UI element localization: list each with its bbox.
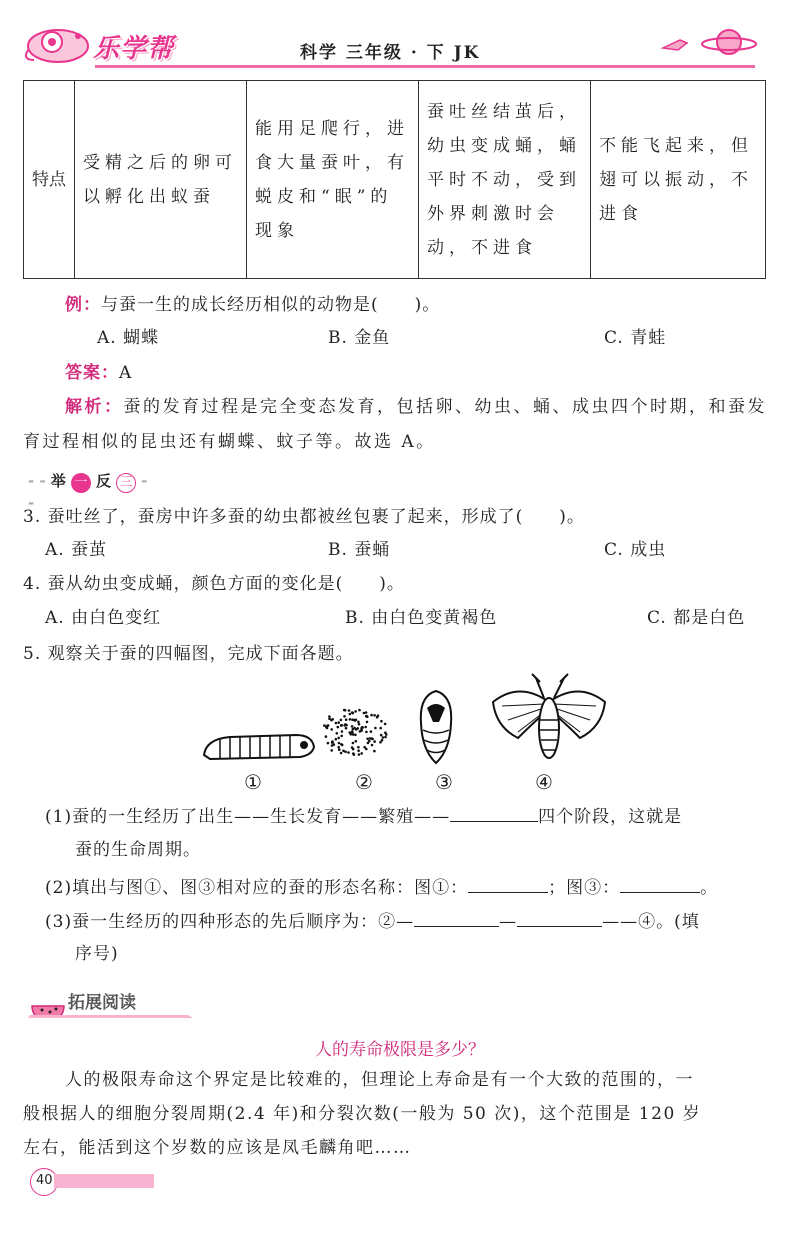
row-label: 特点 [24, 81, 75, 279]
example-label: 例： [65, 295, 101, 315]
egg-dot [368, 740, 371, 743]
q5-sub1-text-a: (1)蚕的一生经历了出生——生长发育——繁殖—— [45, 807, 451, 827]
q5-sub2-text-b: ；图③： [548, 878, 621, 898]
egg-dot [340, 752, 343, 755]
egg-dot [358, 709, 361, 712]
egg-dot [357, 749, 360, 752]
extended-title: 人的寿命极限是多少？ [315, 1040, 485, 1060]
egg-dot [360, 752, 363, 755]
table-row [24, 81, 766, 279]
rocket-icon [660, 34, 690, 54]
egg-dot [366, 716, 369, 719]
q5-sub1-text-b: 四个阶段，这就是 [538, 807, 683, 827]
egg-dot [341, 730, 344, 733]
egg-dot [337, 737, 340, 740]
q5-sub1-text-c: 蚕的生命周期。 [75, 840, 201, 860]
egg-dot [374, 727, 377, 730]
example-option-a: A. 蝴蝶 [97, 328, 160, 348]
egg-dot [348, 709, 351, 712]
header-divider [95, 65, 755, 68]
egg-dot [352, 742, 355, 745]
egg-dot [365, 731, 368, 734]
answer-value: A [119, 363, 133, 383]
egg-dot [380, 734, 383, 737]
egg-dot [384, 736, 387, 739]
q5-sub3 [45, 908, 700, 934]
egg-dot [335, 722, 338, 725]
q4-option-a: A. 由白色变红 [45, 608, 162, 628]
egg-dot [348, 731, 351, 734]
egg-dot [379, 727, 382, 730]
drill-char-2: 一 [71, 473, 91, 493]
example-question [65, 293, 440, 317]
q5-stem: 5. 观察关于蚕的四幅图，完成下面各题。 [23, 644, 354, 664]
egg-dot [358, 723, 361, 726]
egg-dot [357, 721, 360, 724]
egg-dot [340, 724, 343, 727]
egg-dot [355, 728, 358, 731]
q5-sub3-blank-2[interactable] [517, 908, 602, 927]
q3-stem: 3. 蚕吐丝了，蚕房中许多蚕的幼虫都被丝包裹了起来，形成了( )。 [23, 507, 585, 527]
egg-dot [354, 719, 357, 722]
example-option-c: C. 青蛙 [604, 328, 667, 348]
egg-dot [379, 741, 382, 744]
egg-dot [335, 738, 338, 741]
extended-banner-text: 拓展阅读 [68, 993, 136, 1013]
egg-dot [361, 726, 364, 729]
pupa-figure [415, 688, 457, 766]
egg-dot [373, 740, 376, 743]
figure-label-2: ② [355, 770, 373, 794]
egg-dot [370, 730, 373, 733]
egg-dot [349, 713, 352, 716]
egg-dot [330, 728, 333, 731]
table-cell-pupa: 蚕吐丝结茧后，幼虫变成蛹，蛹平时不动，受到外界刺激时会动，不进食 [419, 81, 591, 279]
egg-dot [376, 716, 379, 719]
egg-dot [340, 719, 343, 722]
egg-dot [360, 729, 363, 732]
egg-dot [340, 743, 343, 746]
q5-sub2-text-a: (2)填出与图①、图③相对应的蚕的形态名称：图①： [45, 878, 469, 898]
larva-figure [200, 725, 318, 765]
egg-dot [358, 753, 361, 756]
page-number-bar [30, 1168, 155, 1194]
egg-dot [373, 714, 376, 717]
egg-dot [363, 712, 366, 715]
q5-sub1 [45, 803, 682, 829]
q4-stem: 4. 蚕从幼虫变成蛹，颜色方面的变化是( )。 [23, 574, 405, 594]
egg-dot [365, 711, 368, 714]
example-option-b: B. 金鱼 [328, 328, 391, 348]
eggs-figure [320, 705, 392, 760]
egg-dot [338, 748, 341, 751]
drill-char-1: 举 [50, 472, 66, 490]
drill-char-4: 三 [116, 473, 136, 493]
moth-figure [488, 672, 610, 764]
q5-sub2-blank-2[interactable] [620, 874, 700, 893]
egg-dot [342, 750, 345, 753]
egg-dot [353, 753, 356, 756]
egg-dot [325, 735, 328, 738]
egg-dot [345, 727, 348, 730]
egg-dot [384, 731, 387, 734]
analysis-line-2: 育过程相似的昆虫还有蝴蝶、蚊子等。故选 A。 [23, 432, 436, 452]
table-cell-adult: 不能飞起来，但翅可以振动，不进食 [591, 81, 766, 279]
page-header [0, 0, 800, 70]
egg-dot [352, 748, 355, 751]
q5-sub3-text-c: ——④。(填 [602, 912, 700, 932]
q5-sub1-blank[interactable] [450, 803, 538, 822]
analysis-label: 解析： [65, 397, 124, 417]
egg-dot [371, 744, 374, 747]
figure-label-4: ④ [535, 770, 553, 794]
egg-dot [364, 726, 367, 729]
egg-dot [331, 740, 334, 743]
egg-dot [336, 732, 339, 735]
egg-dot [370, 714, 373, 717]
extended-line-2: 般根据人的细胞分裂周期(2.4 年)和分裂次数(一般为 50 次)，这个范围是 120 岁 [23, 1104, 702, 1124]
extended-reading-banner [28, 984, 193, 1018]
example-question-text: 与蚕一生的成长经历相似的动物是( )。 [101, 295, 441, 315]
q5-sub3-text-a: (3)蚕一生经历的四种形态的先后顺序为：②— [45, 912, 415, 932]
egg-dot [351, 711, 354, 714]
egg-dot [355, 740, 358, 743]
q5-sub3-blank-1[interactable] [414, 908, 499, 927]
egg-dot [384, 723, 387, 726]
egg-dot [357, 746, 360, 749]
extended-line-3: 左右，能活到这个岁数的应该是凤毛麟角吧…… [23, 1138, 412, 1158]
q5-sub2 [45, 874, 718, 900]
example-answer [65, 361, 132, 385]
egg-dot [366, 738, 369, 741]
egg-dot [327, 742, 330, 745]
egg-dot [382, 736, 385, 739]
egg-dot [340, 735, 343, 738]
figure-label-3: ③ [435, 770, 453, 794]
example-analysis [65, 395, 767, 419]
table-cell-larva: 能用足爬行，进食大量蚕叶，有蜕皮和“眠”的现象 [247, 81, 419, 279]
egg-dot [328, 717, 331, 720]
egg-dot [325, 726, 328, 729]
page-number: 40 [36, 1173, 53, 1188]
extended-line-1: 人的极限寿命这个界定是比较难的，但理论上寿命是有一个大致的范围的，一 [65, 1070, 694, 1090]
subject-title: 科学 三年级 · 下 JK [300, 43, 481, 63]
egg-dot [331, 744, 334, 747]
egg-dot [337, 726, 340, 729]
egg-dot [349, 718, 352, 721]
egg-dot [345, 718, 348, 721]
q3-option-b: B. 蚕蛹 [328, 540, 391, 560]
q4-option-b: B. 由白色变黄褐色 [345, 608, 498, 628]
q5-sub3-text-d: 序号) [75, 944, 119, 964]
drill-banner: - - 举 一 反 三 - - [28, 472, 148, 512]
q5-sub3-text-b: — [499, 912, 518, 932]
egg-dot [363, 746, 366, 749]
egg-dot [330, 749, 333, 752]
q3-option-c: C. 成虫 [604, 540, 667, 560]
egg-dot [369, 737, 372, 740]
egg-dot [343, 715, 346, 718]
brand-logo: 乐学帮 [93, 34, 175, 64]
egg-dot [338, 742, 341, 745]
silkworm-traits-table [23, 80, 766, 279]
egg-dot [352, 733, 355, 736]
egg-dot [344, 709, 347, 712]
table-cell-egg: 受精之后的卵可以孵化出蚁蚕 [75, 81, 247, 279]
egg-dot [344, 723, 347, 726]
egg-dot [351, 731, 354, 734]
egg-dot [380, 720, 383, 723]
planet-icon [700, 22, 758, 62]
q5-sub2-blank-1[interactable] [468, 874, 548, 893]
egg-dot [366, 721, 369, 724]
mascot-icon [22, 20, 94, 66]
figure-label-1: ① [244, 770, 262, 794]
egg-dot [373, 750, 376, 753]
q3-option-a: A. 蚕茧 [45, 540, 108, 560]
q5-sub2-text-c: 。 [700, 878, 719, 898]
answer-label: 答案： [65, 363, 119, 383]
egg-dot [337, 721, 340, 724]
egg-dot [337, 746, 340, 749]
egg-dot [347, 751, 350, 754]
analysis-line-1: 蚕的发育过程是完全变态发育，包括卵、幼虫、蛹、成虫四个时期，和蚕发 [123, 397, 767, 417]
q4-option-c: C. 都是白色 [647, 608, 746, 628]
egg-dot [354, 710, 357, 713]
egg-dot [354, 734, 357, 737]
drill-char-3: 反 [95, 472, 111, 490]
egg-dot [331, 718, 334, 721]
egg-dot [351, 725, 354, 728]
